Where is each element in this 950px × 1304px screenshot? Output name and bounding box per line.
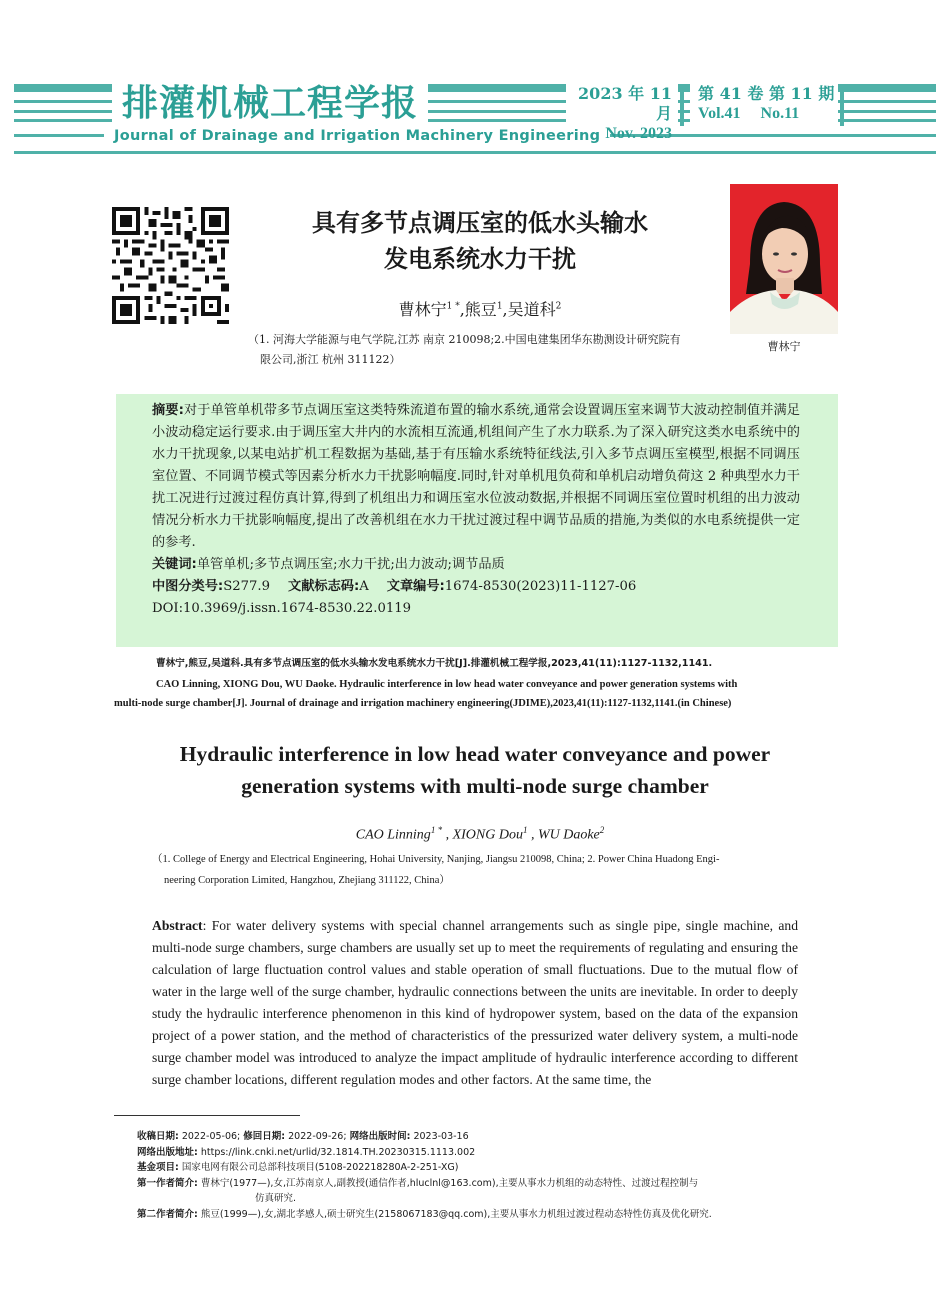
affiliation-en: [152, 849, 802, 891]
online-url-label: 网络出版地址:: [137, 1146, 198, 1158]
first-author-bio-cont: 仿真研究.: [255, 1193, 297, 1204]
online-time: 2023-03-16: [413, 1131, 469, 1142]
author-sep: ,: [527, 827, 535, 843]
header-divider: [840, 84, 844, 126]
author-affil-mark: 1 *: [446, 301, 460, 312]
second-author-label: 第二作者简介:: [137, 1208, 198, 1220]
footnote-rule: [114, 1115, 300, 1116]
author-sep: ,: [502, 300, 508, 319]
header-divider: [680, 84, 684, 126]
classification-row: [152, 576, 800, 598]
citation-en-line2: multi-node surge chamber[J]. Journal of drainage and irrigation machinery engineering(JDIME),2023,41(11):1127-1132,1141.(in Chinese): [114, 698, 732, 709]
issue-date: [566, 84, 678, 142]
author-name: 熊豆: [464, 300, 497, 319]
article-no-label: 文章编号:: [386, 579, 445, 594]
fund-row: [137, 1160, 839, 1176]
abstract-label-en: Abstract: [152, 918, 203, 933]
first-author-label: 第一作者简介:: [137, 1177, 198, 1189]
received-label: 收稿日期:: [137, 1131, 179, 1142]
affiliation-en-line1: （1. College of Energy and Electrical Engineering, Hohai University, Nanjing, Jiangsu 210098, China; 2. Power China Huadong Engi-: [152, 854, 720, 865]
author-affil-mark: 2: [555, 301, 562, 312]
abstract-en-text: For water delivery systems with special channel arrangements such as single pipe, single machine, and multi-node surge chambers, surge chambers are usually set up to meet the requirements of regulating and ensuring the calculation of large fluctuation control values and stable operation of small fluctuations. Due to the mutual flow of water in the large well of the surge chamber, hydraulic connections between the units are inevitable. In order to deeply study the hydraulic interference phenomenon in this kind of hydropower system, based on the data of the expansion project of a power station, and the method of characteristics of the pressurized water delivery system, a multi-node surge chamber model was introduced to analyze the impact amplitude of hydraulic interference according to different surge chamber locations, different regulation modes and other factors. At the same time, the: [152, 918, 798, 1087]
author-name: 曹林宁: [398, 300, 447, 319]
online-url-row: [137, 1145, 839, 1161]
online-url[interactable]: https://link.cnki.net/urlid/32.1814.TH.20230315.1113.002: [200, 1146, 476, 1158]
qr-code-icon: [112, 207, 229, 324]
citation-cn: 曹林宁,熊豆,吴道科.具有多节点调压室的低水头输水发电系统水力干扰[J].排灌机械工程学报,2023,41(11):1127-1132,1141.: [156, 658, 713, 669]
footnotes: [137, 1129, 839, 1222]
author-affil-mark: 1: [496, 301, 503, 312]
article-title-en-line2: generation systems with multi-node surge chamber: [241, 774, 709, 798]
first-author-row: [137, 1176, 839, 1207]
author-sep: ,: [442, 827, 450, 843]
issue-volume-cn: 第 41 卷 第 11 期: [698, 84, 835, 103]
author-affil-mark: 1: [522, 825, 528, 835]
issue-date-cn: 2023 年 11 月: [578, 84, 672, 123]
doi-value: 10.3969/j.issn.1674-8530.22.0119: [183, 601, 412, 616]
author-name: CAO Linning: [355, 827, 431, 843]
author-photo: [730, 184, 838, 334]
author-list-en: [300, 825, 660, 844]
article-title-cn-line2: 发电系统水力干扰: [384, 245, 576, 273]
clc-value: S277.9: [223, 579, 271, 594]
issue-volume-en: Vol.41 No.11: [698, 105, 800, 122]
doi-row: [152, 598, 800, 620]
abstract-cn-text: 对于单管单机带多节点调压室这类特殊流道布置的输水系统,通常会设置调压室来调节大波动控制值并满足小波动稳定运行要求.由于调压室大井内的水流相互流通,机组间产生了水力联系.为了深入研究这类水电系统中的水力干扰现象,以某电站扩机工程数据为基础,基于有压输水系统特征线法,引入多节点调压室模型,根据不同调压室位置、不同调节模式等因素分析水力干扰影响幅度.同时,针对单机甩负荷和单机启动增负荷这 2 种典型水力干扰工况进行过渡过程仿真计算,得到了机组出力和调压室水位波动数据,并根据不同调压室位置时机组的出力波动情况分析水力干扰影响幅度,提出了改善机组在水力干扰过渡过程中调节品质的措施,为类似的水电系统提供一定的参考.: [152, 403, 800, 550]
issue-volume: [690, 84, 838, 126]
author-affil-mark: 1 *: [430, 825, 443, 835]
author-name: WU Daoke: [537, 827, 600, 843]
journal-title-en: Journal of Drainage and Irrigation Machinery Engineering: [104, 128, 610, 144]
affiliation-cn-line2: 限公司,浙江 杭州 311122）: [260, 353, 401, 366]
second-author-row: [137, 1207, 839, 1223]
abstract-cn-paragraph: [152, 400, 800, 554]
header-rule: [14, 151, 936, 154]
article-title-cn-line1: 具有多节点调压室的低水头输水: [312, 209, 648, 237]
issue-date-en: Nov. 2023: [605, 125, 672, 142]
abstract-cn: [152, 400, 800, 620]
affiliation-cn-line1: （1. 河海大学能源与电气学院,江苏 南京 210098;2.中国电建集团华东勘测设计研究院有: [248, 333, 681, 346]
received-date: 2022-05-06;: [181, 1131, 241, 1142]
revised-date: 2022-09-26;: [288, 1131, 347, 1142]
author-list-cn: [300, 297, 660, 320]
clc-label: 中图分类号:: [152, 579, 224, 594]
article-no-value: 1674-8530(2023)11-1127-06: [444, 579, 637, 594]
doi-label: DOI:: [152, 601, 184, 616]
keywords-row: [152, 554, 800, 576]
affiliation-cn: [248, 330, 728, 370]
online-time-label: 网络出版时间:: [349, 1131, 411, 1142]
article-title-en: [120, 738, 830, 802]
revised-label: 修回日期:: [243, 1131, 286, 1142]
author-name: XIONG Dou: [452, 827, 523, 843]
article-title-en-line1: Hydraulic interference in low head water conveyance and power: [179, 742, 771, 766]
author-affil-mark: 2: [599, 825, 605, 835]
journal-title-cn: 排灌机械工程学报: [112, 80, 428, 126]
first-author-bio: 曹林宁(1977—),女,江苏南京人,副教授(通信作者,hluclnl@163.com),主要从事水力机组的动态特性、过渡过程控制与: [200, 1177, 699, 1189]
abstract-en: Abstract: For water delivery systems with special channel arrangements such as single pipe, single machine, and multi-node surge chambers, surge chambers are usually set up to meet the requirements of regulating and ensuring the calculation of large fluctuation control values and stable operation of small fluctuations. Due to the mutual flow of water in the large well of the surge chamber, hydraulic connections between the units are inevitable. In order to deeply study the hydraulic interference phenomenon in this kind of hydropower system, based on the data of the expansion project of a power station, and the method of characteristics of the pressurized water delivery system, a multi-node surge chamber model was introduced to analyze the impact amplitude of hydraulic interference according to different surge chamber locations, different regulation modes and other factors. At the same time, the: [152, 918, 798, 1087]
abstract-label-cn: 摘要:: [152, 403, 184, 418]
fund: 国家电网有限公司总部科技项目(5108-202218280A-2-251-XG): [181, 1162, 459, 1173]
doc-code-value: A: [359, 579, 369, 594]
second-author-bio: 熊豆(1999—),女,湖北孝感人,硕士研究生(2158067183@qq.com),主要从事水力机组过渡过程动态特性仿真及优化研究.: [200, 1208, 712, 1220]
doc-code-label: 文献标志码:: [288, 579, 360, 594]
dates-row: [137, 1129, 839, 1145]
keywords: 单管单机;多节点调压室;水力干扰;出力波动;调节品质: [196, 557, 505, 572]
affiliation-en-line2: neering Corporation Limited, Hangzhou, Zhejiang 311122, China）: [164, 875, 450, 886]
photo-caption: 曹林宁: [767, 340, 801, 353]
author-name: 吴道科: [507, 300, 556, 319]
fund-label: 基金项目:: [137, 1162, 179, 1173]
keywords-label: 关键词:: [152, 557, 197, 572]
citation-en-line1: CAO Linning, XIONG Dou, WU Daoke. Hydraulic interference in low head water conveyance and power generation systems with: [156, 679, 738, 690]
author-sep: ,: [459, 300, 465, 319]
